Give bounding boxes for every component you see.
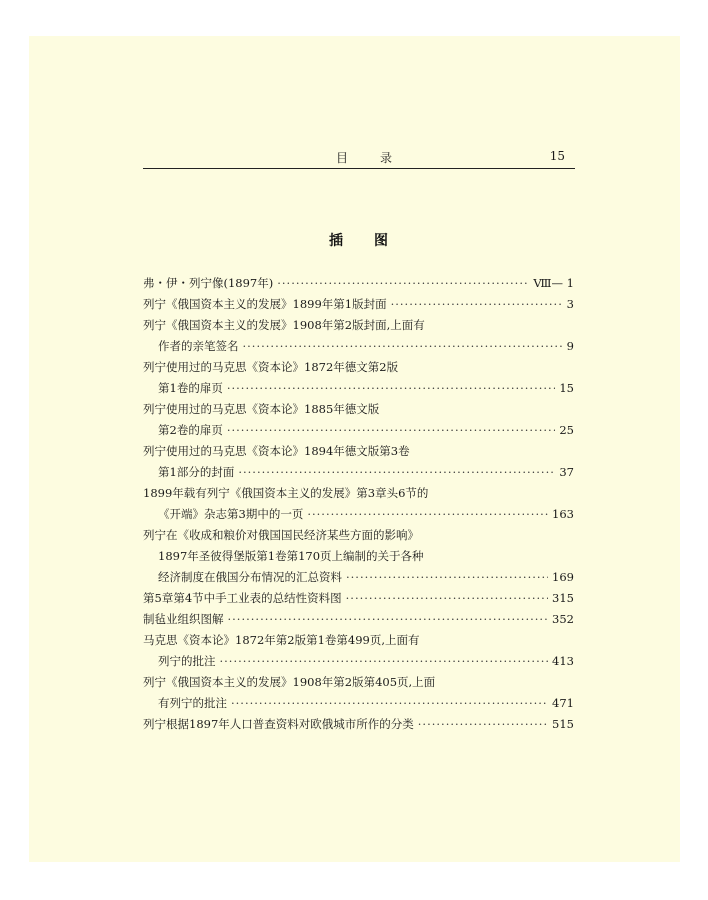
entry-page-number: 25 [559,423,574,437]
dot-leader [227,420,556,441]
running-head [143,148,575,168]
entry-text-continued: 第2卷的扉页 [158,423,223,437]
entry-text-continued: 有列宁的批注 [158,696,227,710]
running-head-char-1: 目 [336,151,349,165]
list-entry-line [143,315,575,336]
entry-text: 列宁使用过的马克思《资本论》1894年德文版第3卷 [143,444,410,458]
entry-text-continued: 第1卷的扉页 [158,381,223,395]
entry-page-number: 169 [552,570,574,584]
entry-page-number: 413 [552,654,574,668]
running-head-page-number: 15 [549,149,565,163]
list-entry-line [143,567,575,588]
entry-page-number: 9 [566,339,574,353]
entry-text-continued: 1897年圣彼得堡版第1卷第170页上编制的关于各种 [158,549,424,563]
section-title-char-1: 插 [329,233,343,249]
entry-text-continued: 经济制度在俄国分布情况的汇总资料 [158,570,342,584]
list-entry-line [143,378,575,399]
entry-text: 第5章第4节中手工业表的总结性资料图 [143,591,342,605]
dot-leader [231,693,548,714]
entry-page-number: 37 [559,465,574,479]
list-entry-line [143,357,575,378]
list-entry-line [143,630,575,651]
section-title-char-2: 图 [374,233,388,249]
list-entry-line [143,672,575,693]
entry-page-number: 163 [552,507,574,521]
entry-text: 列宁在《收成和粮价对俄国国民经济某些方面的影响》 [143,528,419,542]
running-head-char-2: 录 [380,151,393,165]
list-entry-line [143,525,575,546]
entry-text-continued: 《开端》杂志第3期中的一页 [158,507,304,521]
entry-page-number: 352 [552,612,574,626]
list-entry-line [143,399,575,420]
list-entry-line [143,693,575,714]
entry-text-continued: 列宁的批注 [158,654,216,668]
entry-text-continued: 作者的亲笔签名 [158,339,239,353]
dot-leader [391,294,563,315]
list-entry-line [143,483,575,504]
entry-text: 马克思《资本论》1872年第2版第1卷第499页,上面有 [143,633,420,647]
dot-leader [228,609,549,630]
entry-text: 列宁根据1897年人口普查资料对欧俄城市所作的分类 [143,717,414,731]
dot-leader [243,336,563,357]
list-entry-line [143,546,575,567]
entry-text: 弗・伊・列宁像(1897年) [143,276,274,290]
section-title [143,230,575,250]
list-entry-line [143,420,575,441]
list-entry-line [143,462,575,483]
entry-page-number: 15 [559,381,574,395]
entry-text: 制毡业组织图解 [143,612,224,626]
dot-leader [418,714,548,735]
entry-text-continued: 第1部分的封面 [158,465,235,479]
entry-text: 列宁使用过的马克思《资本论》1885年德文版 [143,402,380,416]
list-entry [143,609,575,630]
entry-text: 列宁《俄国资本主义的发展》1908年第2版封面,上面有 [143,318,425,332]
dot-leader [307,504,548,525]
dot-leader [238,462,555,483]
entry-page-number: 3 [566,297,574,311]
list-entry [143,714,575,735]
list-entry [143,273,575,294]
dot-leader [277,273,529,294]
list-entry-line [143,441,575,462]
entry-page-number: 471 [552,696,574,710]
list-entry [143,588,575,609]
dot-leader [346,588,548,609]
dot-leader [220,651,549,672]
list-entry-line [143,336,575,357]
dot-leader [227,378,556,399]
entry-text: 1899年载有列宁《俄国资本主义的发展》第3章头6节的 [143,486,429,500]
entry-page-number: 315 [552,591,574,605]
entry-text: 列宁《俄国资本主义的发展》1908年第2版第405页,上面 [143,675,436,689]
entry-text: 列宁使用过的马克思《资本论》1872年德文第2版 [143,360,399,374]
list-entry-line [143,504,575,525]
entry-page-number: 515 [552,717,574,731]
header-rule [143,168,575,169]
entry-text: 列宁《俄国资本主义的发展》1899年第1版封面 [143,297,387,311]
list-entry-line [143,651,575,672]
list-entry [143,294,575,315]
dot-leader [346,567,548,588]
entry-page-number: Ⅷ— 1 [533,276,574,290]
illustration-list [143,273,575,735]
